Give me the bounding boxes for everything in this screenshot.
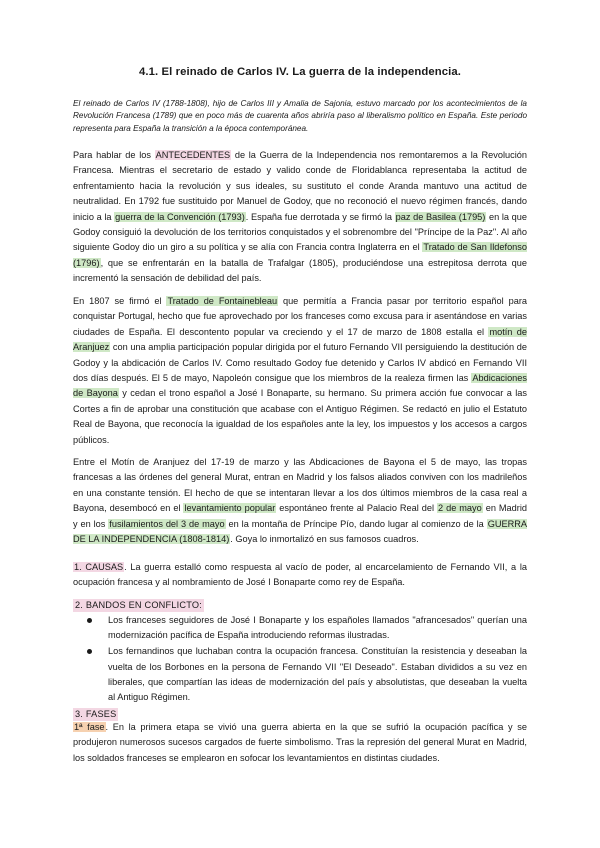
page-title: 4.1. El reinado de Carlos IV. La guerra de la independencia. [138, 66, 461, 78]
highlight-levantamiento-popular: levantamiento popular [184, 503, 276, 514]
highlight-guerra-independencia: GUERRA DE LA INDEPENDENCIA (1808-1814) [73, 518, 527, 545]
highlight-antecedentes: ANTECEDENTES [155, 150, 231, 160]
paragraph-1807: En 1807 se firmó el Tratado de Fontainebleau que permitía a Francia pasar por territorio español para conquistar Portugal, hecho que fue aprovechado por los franceses como excusa para ir asentándose en varias ciudades de España. El descontento popular va creciendo y el 17 de marzo de 1808 estalla el motín de Aranjuez con una amplia participación popular dirigida por el futuro Fernando VII persiguiendo la destitución de Godoy y la abdicación de Carlos IV. Como resultado Godoy fue detenido y Carlos IV abdicó en Fernando VII dos días después. El 5 de mayo, Napoleón consigue que los miembros de la realeza firmen las Abdicaciones de Bayona y cedan el trono español a José I Bonaparte, su hermano. Su primera acción fue convocar a las Cortes a fin de aprobar una constitución que acabase con el Antiguo Régimen. Se redactó en julio el Estatuto Real de Bayona, que reconocía la igualdad de los españoles ante la ley, los impuestos y los accesos a cargos públicos. [73, 296, 528, 445]
list-item: Los fernandinos que luchaban contra la ocupación francesa. Constituían la resistencia y deseaban la vuelta de los Borbones en la persona de Fernando VII "El Deseado". Estaban divididos a su vez en liberales, que compartían las ideas de modernización del país y absolutistas, que deseaban la vuelta al Antiguo Régimen. [73, 644, 527, 705]
section-fases-text: 1ª fase. En la primera etapa se vivió una guerra abierta en la que se sufrió la ocupación pacífica y se produjeron numerosos sucesos cargados de fuerte simbolismo. Tras la represión del general Murat en Madrid, los soldados franceses se emplearon en sofocar los levantamientos en distintas ciudades. [73, 722, 527, 763]
bullet-icon [87, 618, 92, 623]
highlight-fusilamientos: fusilamientos del 3 de mayo [109, 518, 225, 529]
section-heading-bandos: 2. BANDOS EN CONFLICTO: [75, 600, 202, 610]
list-item: Los franceses seguidores de José I Bonaparte y los españoles llamados "afrancesados" querían una modernización pacífica de España introduciendo reformas ilustradas. [73, 613, 527, 643]
highlight-motin-aranjuez: motín de Aranjuez [73, 326, 528, 353]
bullet-icon [87, 649, 92, 654]
bandos-list [73, 613, 527, 705]
paragraph-dos-de-mayo: Entre el Motín de Aranjuez del 17-19 de marzo y las Abdicaciones de Bayona el 5 de mayo, las tropas francesas a las órdenes del general Murat, entran en Madrid y los falsos aliados conviven con los madrileños en una constante tensión. El hecho de que se intentaran llevar a los dos últimos miembros de la casa real a Bayona, desembocó en el levantamiento popular espontáneo frente al Palacio Real del 2 de mayo en Madrid y en los fusilamientos del 3 de mayo en la montaña de Príncipe Pío, dando lugar al comienzo de la GUERRA DE LA INDEPENDENCIA (1808-1814). Goya lo inmortalizó en sus famosos cuadros. [73, 457, 527, 545]
section-heading-fases: 3. FASES [75, 709, 117, 719]
highlight-tratado-fontainebleau: Tratado de Fontainebleau [167, 296, 278, 306]
highlight-abdicaciones-bayona: Abdicaciones de Bayona [73, 373, 527, 399]
paragraph-antecedentes: Para hablar de los ANTECEDENTES de la Guerra de la Independencia nos remontaremos a la Revolución Francesa. Mientras el secretario de estado y valido conde de Floridablanca representaba la actitud de enfrentamiento hacia la revolución y sus ideales, su sustituto el conde Aranda mantuvo una actitud de neutralidad. En 1792 fue sustituido por Manuel de Godoy, que no reconoció el nuevo régimen francés, dando inicio a la guerra de la Convención (1793). España fue derrotada y se firmó la paz de Basilea (1795) en la que Godoy consiguió la devolución de los territorios conquistados y el sobrenombre del "Príncipe de la Paz". Al año siguiente Godoy dio un giro a su política y se alía con Francia contra Inglaterra en el Tratado de San Ildefonso (1796), que se enfrentarán en la batalla de Trafalgar (1805), produciéndose una estrepitosa derrota que incrementó la sensación de debilidad del país. [73, 150, 528, 284]
highlight-guerra-convencion: guerra de la Convención (1793) [115, 211, 245, 222]
intro-paragraph: El reinado de Carlos IV (1788-1808), hijo de Carlos III y Amalia de Sajonia, estuvo marcado por los acontecimientos de la Revolución Francesa (1789) que en poco más de cuarenta años abriría paso al liberalismo político en España. Este periodo representa para España la transición a la época contemporánea. [73, 99, 527, 133]
section-causas: 1. CAUSAS. La guerra estalló como respuesta al vacío de poder, al encarcelamiento de Fernando VII, a la ocupación francesa y al nombramiento de José I Bonaparte como rey de España. [73, 562, 527, 588]
highlight-primera-fase: 1ª fase [74, 722, 105, 732]
highlight-2-de-mayo: 2 de mayo [438, 503, 482, 514]
highlight-paz-basilea: paz de Basilea (1795) [395, 211, 486, 222]
section-heading-causas: 1. CAUSAS [74, 562, 124, 572]
highlight-tratado-san-ildefonso: Tratado de San Ildefonso (1796) [73, 242, 527, 268]
